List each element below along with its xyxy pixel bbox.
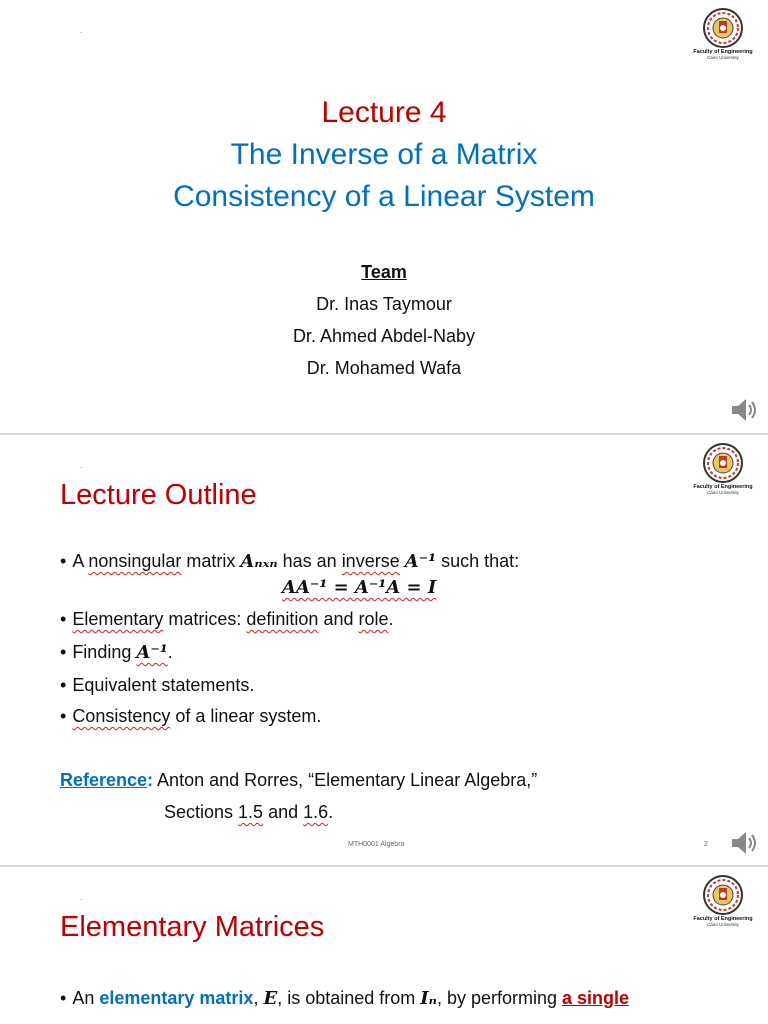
text: and xyxy=(318,609,359,629)
logo-caption: Faculty of Engineering xyxy=(693,49,753,55)
outline-slide xyxy=(0,435,768,865)
outline-item-consistency xyxy=(60,706,321,727)
team-member: Dr. Ahmed Abdel-Naby xyxy=(292,326,476,346)
term-elementary-matrix: elementary matrix xyxy=(99,988,254,1008)
text: , by performing xyxy=(436,988,562,1008)
lecture-title-line-2: The Inverse of a Matrix xyxy=(230,138,538,171)
text: . xyxy=(167,642,173,662)
text: such that: xyxy=(436,551,520,571)
text: of a linear system. xyxy=(170,706,322,726)
team-heading: Team xyxy=(361,262,407,282)
inverse-symbol: A⁻¹ xyxy=(136,642,168,663)
term-consistency: Consistency xyxy=(72,706,171,726)
text: A xyxy=(72,551,89,571)
text: An xyxy=(72,988,100,1008)
bullet-dot: • xyxy=(60,609,67,629)
page-number: 2 xyxy=(704,841,708,848)
footer-course: MTH0001 Algebra xyxy=(348,841,405,848)
section-number: 1.5 xyxy=(238,802,264,822)
text: matrices: xyxy=(163,609,247,629)
faculty-logo xyxy=(690,875,756,927)
university-seal-icon xyxy=(703,443,743,483)
reference-line xyxy=(60,770,537,791)
outline-item-equivalent xyxy=(60,675,254,696)
matrix-symbol: Aₙₓₙ xyxy=(240,551,278,572)
speaker-icon[interactable] xyxy=(730,829,760,857)
university-seal-icon xyxy=(703,8,743,48)
term-inverse: inverse xyxy=(341,551,400,571)
bullet-dot: • xyxy=(60,642,67,662)
equation: AA⁻¹ = A⁻¹A = I xyxy=(282,577,437,598)
bullet-dot: • xyxy=(60,706,67,726)
logo-subcaption: Cairo University xyxy=(707,55,739,60)
text: , xyxy=(253,988,264,1008)
logo-subcaption: Cairo University xyxy=(707,922,739,927)
bullet-dot: • xyxy=(60,675,67,695)
symbol-E: E xyxy=(263,988,278,1009)
lecture-title-line-3: Consistency of a Linear System xyxy=(173,180,595,213)
text: Sections xyxy=(164,802,239,822)
speaker-icon[interactable] xyxy=(730,396,760,424)
marker-dot: . xyxy=(80,893,83,902)
text: Equivalent statements. xyxy=(72,675,255,695)
marker-dot: . xyxy=(80,26,83,35)
lecture-number-title: Lecture 4 xyxy=(321,96,447,129)
outline-heading: Lecture Outline xyxy=(60,479,257,511)
elementary-matrices-slide xyxy=(0,867,768,1024)
text: Finding xyxy=(72,642,137,662)
reference-text: Anton and Rorres, “Elementary Linear Algebra,” xyxy=(153,770,538,790)
text: matrix xyxy=(181,551,241,571)
marker-dot: . xyxy=(80,461,83,470)
team-member: Dr. Mohamed Wafa xyxy=(306,358,462,378)
inverse-symbol: A⁻¹ xyxy=(404,551,437,572)
logo-caption: Faculty of Engineering xyxy=(693,916,753,922)
definition-line xyxy=(60,988,629,1009)
logo-caption: Faculty of Engineering xyxy=(693,484,753,490)
section-number: 1.6 xyxy=(303,802,329,822)
reference-colon: : xyxy=(147,770,154,790)
text: and xyxy=(263,802,304,822)
outline-item-finding xyxy=(60,642,173,663)
university-seal-icon xyxy=(703,875,743,915)
symbol-In: Iₙ xyxy=(420,988,437,1009)
term-nonsingular: nonsingular xyxy=(88,551,182,571)
text: has an xyxy=(277,551,342,571)
outline-item-inverse xyxy=(60,551,519,572)
faculty-logo xyxy=(690,443,756,495)
term-single: a single xyxy=(562,988,630,1008)
outline-item-elementary xyxy=(60,609,394,630)
logo-subcaption: Cairo University xyxy=(707,490,739,495)
text: , is obtained from xyxy=(277,988,421,1008)
team-member: Dr. Inas Taymour xyxy=(316,294,452,314)
term-definition: definition xyxy=(246,609,319,629)
text: . xyxy=(388,609,394,629)
bullet-dot: • xyxy=(60,551,67,571)
section-heading: Elementary Matrices xyxy=(60,911,325,943)
term-elementary: Elementary xyxy=(72,609,164,629)
term-role: role xyxy=(358,609,389,629)
reference-sections xyxy=(164,802,333,823)
text: . xyxy=(328,802,334,822)
inverse-equation xyxy=(282,577,436,598)
faculty-logo xyxy=(690,8,756,60)
title-slide xyxy=(0,0,768,433)
reference-label: Reference xyxy=(60,770,148,790)
bullet-dot: • xyxy=(60,988,67,1008)
